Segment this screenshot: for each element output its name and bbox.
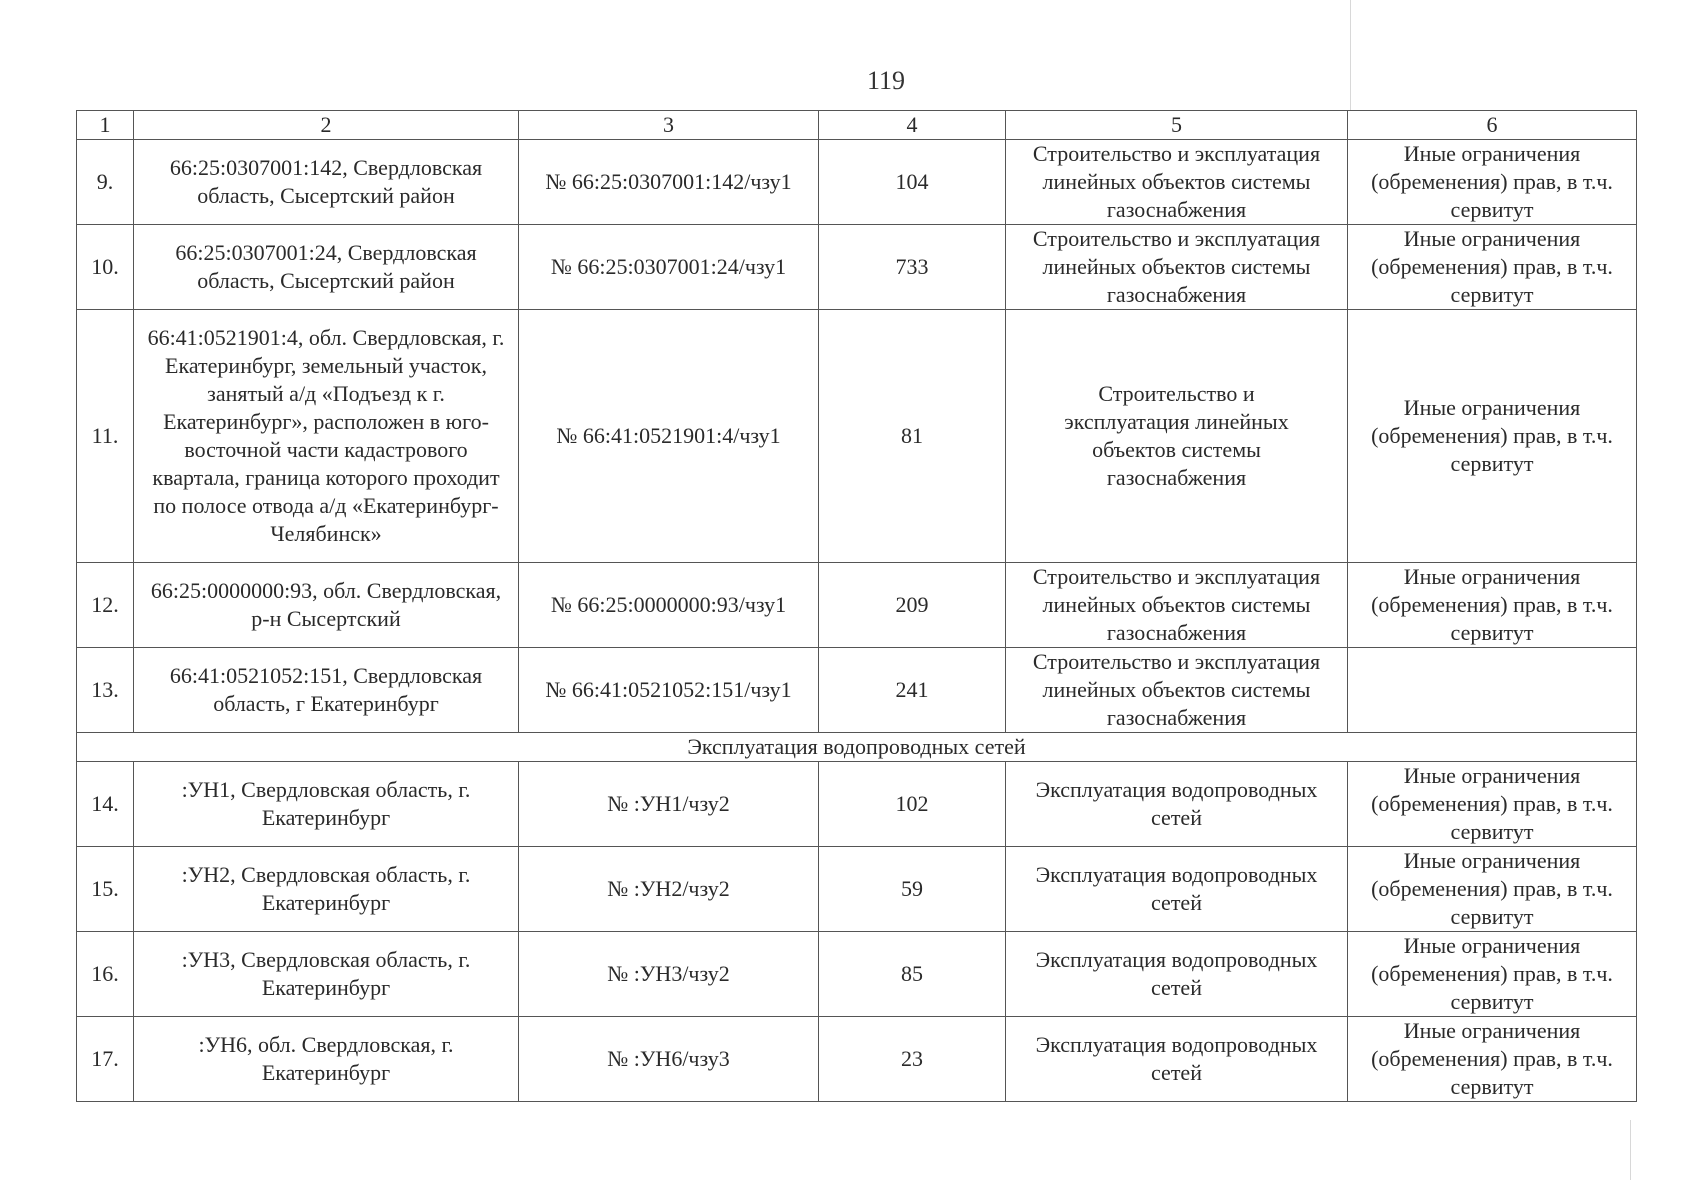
area-value: 23 [819,1017,1006,1102]
plot-address: 66:41:0521052:151, Свердловская область, г Екатеринбург [134,648,519,733]
column-header: 3 [519,111,819,140]
table-row [77,1017,1637,1102]
plot-address: :УН3, Свердловская область, г. Екатеринбург [134,932,519,1017]
table-row [77,648,1637,733]
zone-number: № :УН3/чзу2 [519,932,819,1017]
table-row [77,762,1637,847]
section-title: Эксплуатация водопроводных сетей [77,733,1637,762]
zone-number: № :УН2/чзу2 [519,847,819,932]
restriction: Иные ограничения (обременения) прав, в т.ч. сервитут [1348,563,1637,648]
column-header: 4 [819,111,1006,140]
zone-number: № 66:41:0521901:4/чзу1 [519,310,819,563]
column-header: 6 [1348,111,1637,140]
row-number: 16. [77,932,134,1017]
zone-number: № 66:25:0307001:24/чзу1 [519,225,819,310]
area-value: 104 [819,140,1006,225]
purpose: Эксплуатация водопроводных сетей [1006,932,1348,1017]
section-row [77,733,1637,762]
scan-artifact [1350,0,1351,110]
area-value: 59 [819,847,1006,932]
zone-number: № :УН6/чзу3 [519,1017,819,1102]
row-number: 13. [77,648,134,733]
column-header: 2 [134,111,519,140]
area-value: 733 [819,225,1006,310]
table-row [77,310,1637,563]
restriction: Иные ограничения (обременения) прав, в т.ч. сервитут [1348,225,1637,310]
row-number: 12. [77,563,134,648]
column-header: 5 [1006,111,1348,140]
zone-number: № :УН1/чзу2 [519,762,819,847]
purpose: Строительство и эксплуатация линейных объектов системы газоснабжения [1006,563,1348,648]
plot-address: 66:25:0307001:142, Свердловская область, Сысертский район [134,140,519,225]
restriction [1348,648,1637,733]
plot-address: 66:25:0307001:24, Свердловская область, Сысертский район [134,225,519,310]
purpose: Эксплуатация водопроводных сетей [1006,762,1348,847]
row-number: 14. [77,762,134,847]
row-number: 15. [77,847,134,932]
area-value: 85 [819,932,1006,1017]
purpose: Эксплуатация водопроводных сетей [1006,1017,1348,1102]
purpose: Строительство и эксплуатация линейных объектов системы газоснабжения [1006,310,1348,563]
plot-address: 66:25:0000000:93, обл. Свердловская, р-н Сысертский [134,563,519,648]
purpose: Строительство и эксплуатация линейных объектов системы газоснабжения [1006,225,1348,310]
restriction: Иные ограничения (обременения) прав, в т.ч. сервитут [1348,932,1637,1017]
plot-address: :УН2, Свердловская область, г. Екатеринбург [134,847,519,932]
zone-number: № 66:25:0307001:142/чзу1 [519,140,819,225]
area-value: 102 [819,762,1006,847]
restriction: Иные ограничения (обременения) прав, в т.ч. сервитут [1348,1017,1637,1102]
scan-artifact [1630,1120,1631,1180]
plot-address: :УН6, обл. Свердловская, г. Екатеринбург [134,1017,519,1102]
table-header-row [77,111,1637,140]
table-row [77,140,1637,225]
table-row [77,932,1637,1017]
page-number: 119 [866,66,906,95]
land-plots-table [76,110,1637,1102]
area-value: 81 [819,310,1006,563]
row-number: 9. [77,140,134,225]
restriction: Иные ограничения (обременения) прав, в т.ч. сервитут [1348,762,1637,847]
purpose: Строительство и эксплуатация линейных объектов системы газоснабжения [1006,648,1348,733]
area-value: 209 [819,563,1006,648]
area-value: 241 [819,648,1006,733]
plot-address: :УН1, Свердловская область, г. Екатеринбург [134,762,519,847]
purpose: Строительство и эксплуатация линейных объектов системы газоснабжения [1006,140,1348,225]
row-number: 17. [77,1017,134,1102]
table-row [77,225,1637,310]
zone-number: № 66:25:0000000:93/чзу1 [519,563,819,648]
purpose: Эксплуатация водопроводных сетей [1006,847,1348,932]
row-number: 10. [77,225,134,310]
table-row [77,847,1637,932]
plot-address: 66:41:0521901:4, обл. Свердловская, г. Екатеринбург, земельный участок, занятый а/д «Подъезд к г. Екатеринбург», расположен в юго-восточной части кадастрового квартала, граница которого проходит по полосе отвода а/д «Екатеринбург-Челябинск» [134,310,519,563]
column-header: 1 [77,111,134,140]
restriction: Иные ограничения (обременения) прав, в т.ч. сервитут [1348,847,1637,932]
restriction: Иные ограничения (обременения) прав, в т.ч. сервитут [1348,140,1637,225]
zone-number: № 66:41:0521052:151/чзу1 [519,648,819,733]
table-row [77,563,1637,648]
restriction: Иные ограничения (обременения) прав, в т.ч. сервитут [1348,310,1637,563]
row-number: 11. [77,310,134,563]
